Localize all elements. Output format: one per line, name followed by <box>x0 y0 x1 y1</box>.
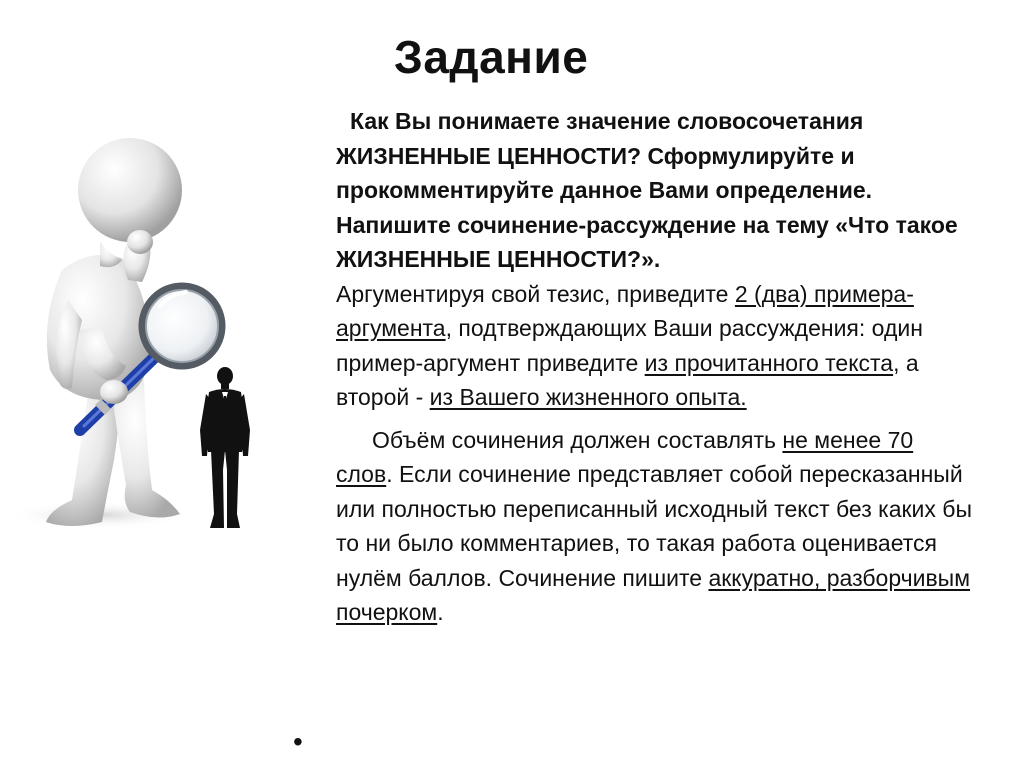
task-text <box>336 104 976 630</box>
empty-bullet: • <box>293 726 303 757</box>
argument-text-2: , подтверждающих Ваши рассуждения: один пример-аргумент приведите <box>336 315 923 376</box>
volume-handwriting: аккуратно, разборчивым почерком <box>336 564 971 625</box>
businessman-silhouette-icon <box>200 367 250 528</box>
argument-source-experience: из Вашего жизненного опыта. <box>429 384 747 410</box>
white-3d-figure-with-magnifying-glass-icon <box>10 138 222 529</box>
argument-source-text: из прочитанного текста <box>644 349 894 376</box>
argument-text-3: , а второй - <box>336 349 919 410</box>
argument-count: 2 (два) примера-аргумента <box>336 280 914 341</box>
volume-word-count: не менее 70 слов <box>336 426 914 487</box>
volume-requirements <box>336 423 976 630</box>
argument-text-1: Аргументируя свой тезис, приведите <box>336 280 735 307</box>
argument-instructions <box>336 277 976 415</box>
slide-title: Задание <box>394 31 589 83</box>
volume-text-2: . Если сочинение представляет собой пересказанный или полностью переписанный исходный текст без каких бы то ни было комментариев, то такая работа оценивается нулём баллов. Сочинение пишите <box>336 461 972 591</box>
task-question: Как Вы понимаете значение словосочетания ЖИЗНЕННЫЕ ЦЕННОСТИ? Сформулируйте и прокомментируйте данное Вами определение. Напишите сочинение-рассуждение на тему «Что такое ЖИЗНЕННЫЕ ЦЕННОСТИ?». <box>336 108 958 272</box>
volume-text-1: Объём сочинения должен составлять <box>372 426 783 453</box>
illustration <box>10 130 330 550</box>
volume-text-3: . <box>437 599 444 625</box>
